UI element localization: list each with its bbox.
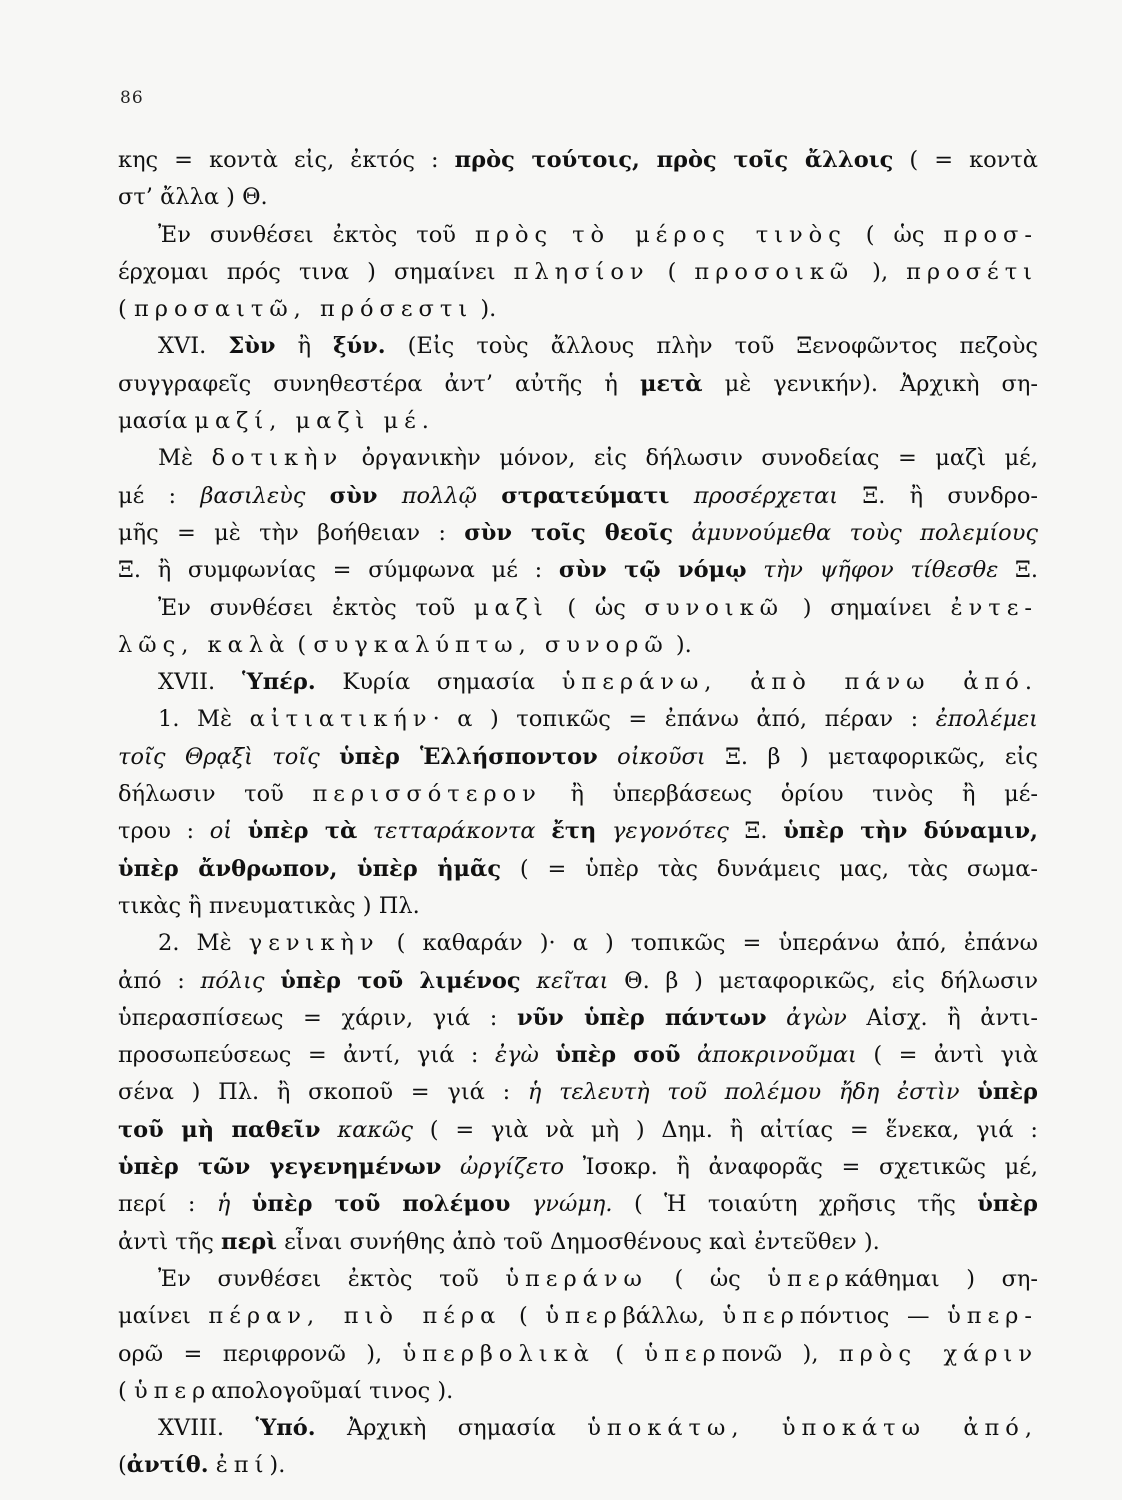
text-run: Ξ. xyxy=(998,557,1038,584)
text-run: Κυρία σημασία xyxy=(315,669,562,696)
bold-term: τοῦ μὴ παθεῖν xyxy=(118,1116,321,1143)
italic-quote: ἀποκρινοῦμαι xyxy=(696,1042,857,1069)
text-run: πονῶ ), xyxy=(721,1340,839,1367)
spaced-term: προσοικῶ xyxy=(694,258,855,285)
text-run: Ξ. xyxy=(728,818,784,845)
text-run: XVI. xyxy=(158,333,229,360)
text-run: ὑπερασπίσεως = χάριν, γιά : xyxy=(118,1004,517,1031)
text-run: ( xyxy=(649,258,695,285)
bold-term: στρατεύματι xyxy=(501,482,670,509)
italic-quote: πόλις xyxy=(200,967,265,994)
spaced-term: μαζί, μαζὶ μέ. xyxy=(194,408,435,435)
text-run: ( xyxy=(118,1377,134,1404)
spaced-term: τὸ μέρος τινὸς xyxy=(572,221,847,248)
italic-quote: προσέρχεται xyxy=(693,482,839,509)
text-run: ( xyxy=(594,1340,645,1367)
text-run xyxy=(320,744,339,770)
text-line xyxy=(118,776,1038,813)
text-line xyxy=(118,179,1038,216)
text-run xyxy=(230,1191,251,1217)
text-run: μασία xyxy=(118,408,195,435)
text-run: ( = ἀντὶ γιὰ xyxy=(856,1042,1038,1069)
bold-term: ὑπὲρ σοῦ xyxy=(555,1042,681,1069)
text-run: Ἰσοκρ. ἢ ἀναφορᾶς = σχετικῶς μέ, xyxy=(564,1154,1038,1181)
text-run: Μὲ xyxy=(158,445,212,472)
text-line xyxy=(118,478,1038,515)
text-run: ). xyxy=(668,631,692,658)
text-run xyxy=(539,1042,556,1068)
text-run: περί : xyxy=(118,1191,217,1218)
text-run: Ἐν συνθέσει ἐκτὸς τοῦ xyxy=(158,221,475,248)
text-run xyxy=(747,557,764,583)
bold-term: περὶ xyxy=(220,1228,277,1255)
text-run xyxy=(510,1191,531,1217)
text-run: ( = ὑπὲρ τὰς δυνάμεις μας, τὰς σωμα- xyxy=(501,855,1038,882)
text-run: μῆς = μὲ τὴν βοήθειαν : xyxy=(118,519,465,546)
text-run xyxy=(680,1042,697,1068)
spaced-term: ὑπεράνω, ἀπὸ πάνω ἀπό. xyxy=(561,669,1038,696)
text-line xyxy=(118,888,1038,925)
bold-term: Ὑπό. xyxy=(255,1415,316,1442)
text-run: ( ὡς xyxy=(846,221,944,248)
text-run: ). xyxy=(473,296,497,323)
text-line xyxy=(118,851,1038,888)
italic-quote: ἀμυνούμεθα τοὺς πολεμίους xyxy=(691,519,1038,546)
text-line xyxy=(118,925,1038,962)
bold-term: πρὸς τούτοις, πρὸς τοῖς ἄλλοις xyxy=(454,147,894,173)
italic-quote: οἰκοῦσι xyxy=(617,743,706,770)
text-line xyxy=(118,1447,1038,1484)
bold-term: ὑπὲρ Ἑλλήσποντον xyxy=(339,743,598,770)
text-run xyxy=(321,1117,338,1143)
text-line xyxy=(118,217,1038,254)
text-run: (Εἰς τοὺς ἄλλους πλὴν τοῦ Ξενοφῶντος πεζοὺς xyxy=(385,333,1038,360)
bold-term: ἔτη xyxy=(551,818,597,845)
bold-term: ξύν. xyxy=(333,333,386,360)
body-text xyxy=(118,142,1038,1485)
italic-quote: ἐπολέμει xyxy=(935,706,1038,733)
text-run: XVIII. xyxy=(158,1415,256,1442)
text-run: ( Ἡ τοιαύτη χρῆσις τῆς xyxy=(612,1191,978,1218)
text-run: ), xyxy=(854,258,907,285)
text-run xyxy=(357,818,373,844)
text-run: εἶναι συνήθης ἀπὸ τοῦ Δημοσθένους καὶ ἐντεῦθεν ). xyxy=(276,1228,880,1255)
text-run: ( ὡς xyxy=(548,594,645,621)
text-run xyxy=(305,483,329,509)
text-run: XVII. xyxy=(158,669,242,696)
text-line xyxy=(118,1373,1038,1410)
text-line xyxy=(118,366,1038,403)
text-run: δήλωσιν τοῦ xyxy=(118,781,313,808)
text-run: ( ὡς xyxy=(647,1265,768,1292)
text-run: Αἰσχ. ἢ ἀντι- xyxy=(846,1004,1038,1031)
page-number: 86 xyxy=(120,88,144,108)
spaced-term: συνοικῶ xyxy=(644,594,785,621)
text-line xyxy=(118,142,1038,179)
text-line xyxy=(118,1410,1038,1447)
text-run: έρχομαι πρός τινα ) σημαίνει xyxy=(118,258,514,285)
text-run: Θ. β ) μεταφορικῶς, εἰς δήλωσιν xyxy=(608,967,1038,994)
bold-term: νῦν ὑπὲρ πάντων xyxy=(516,1004,767,1031)
spaced-term: πρὸς xyxy=(474,221,554,248)
text-run: ἢ xyxy=(275,333,334,360)
text-line xyxy=(118,515,1038,552)
text-run xyxy=(960,1079,978,1105)
text-run: Ἐν συνθέσει ἐκτὸς τοῦ xyxy=(158,1265,506,1292)
text-line xyxy=(118,739,1038,776)
text-run: μαίνει xyxy=(118,1303,209,1330)
bold-term: ὑπὲρ τοῦ πολέμου xyxy=(251,1191,511,1218)
text-run xyxy=(598,744,617,770)
text-run: ἀντὶ τῆς xyxy=(118,1228,221,1255)
text-run: ὀργανικὴν μόνον, εἰς δήλωσιν συνοδείας = μαζὶ μέ, xyxy=(343,445,1038,472)
spaced-term: ὑποκάτω, ὑποκάτω ἀπό, xyxy=(587,1415,1038,1442)
text-run: μὲ γενικήν). Ἀρχικὴ ση- xyxy=(702,370,1038,397)
text-run: Ξ. β ) μεταφορικῶς, εἰς xyxy=(705,743,1038,770)
text-line xyxy=(118,440,1038,477)
bold-term: ὑπὲρ τὰ xyxy=(247,818,358,845)
text-run xyxy=(596,818,612,844)
italic-quote: ἀγὼν xyxy=(786,1004,847,1031)
spaced-term: ὑπερβολικὰ xyxy=(402,1340,595,1367)
text-line xyxy=(118,627,1038,664)
italic-quote: οἱ xyxy=(209,818,233,845)
spaced-term: ὑπεράνω xyxy=(505,1265,648,1292)
text-run: 1. Μὲ xyxy=(158,706,250,733)
text-run: κάθημαι ) ση- xyxy=(844,1265,1038,1292)
text-line xyxy=(118,1261,1038,1298)
italic-quote: βασιλεὺς xyxy=(200,482,306,509)
italic-quote: κακῶς xyxy=(337,1116,413,1143)
text-run: μέ : xyxy=(118,482,201,509)
text-run: ( = γιὰ νὰ μὴ ) Δημ. ἢ αἰτίας = ἕνεκα, γιά : xyxy=(412,1116,1038,1143)
bold-term: ὑπὲρ τῶν γεγενημένων xyxy=(118,1154,442,1181)
spaced-term: πρὸς χάριν xyxy=(838,1340,1038,1367)
text-run: Ἀρχικὴ σημασία xyxy=(315,1415,588,1442)
spaced-term: μαζὶ xyxy=(473,594,549,621)
text-run: ( καθαράν )· α ) τοπικῶς = ὑπεράνω ἀπό, ἐπάνω xyxy=(379,930,1038,957)
spaced-term: ὑπερ xyxy=(133,1377,212,1404)
text-run: ). xyxy=(269,1452,286,1479)
text-run: ( xyxy=(501,1303,546,1330)
text-line xyxy=(118,403,1038,440)
text-run xyxy=(441,1154,460,1180)
text-run xyxy=(232,818,248,844)
spaced-term: γενικὴν xyxy=(248,930,380,957)
text-run: ορῶ = περιφρονῶ ), xyxy=(118,1340,403,1367)
text-run xyxy=(673,520,691,546)
text-run: · α ) τοπικῶς = ἐπάνω ἀπό, πέραν : xyxy=(432,706,936,733)
text-run: 2. Μὲ xyxy=(158,930,249,957)
text-line xyxy=(118,291,1038,328)
text-run xyxy=(377,483,401,509)
italic-quote: ἡ τελευτὴ τοῦ πολέμου ἤδη ἐστὶν xyxy=(527,1079,960,1106)
text-line xyxy=(118,552,1038,589)
text-line xyxy=(118,1336,1038,1373)
text-run: ( xyxy=(290,631,314,658)
text-run: τικὰς ἢ πνευματικὰς ) Πλ. xyxy=(118,892,420,919)
spaced-term: ὑπερ- xyxy=(947,1303,1038,1330)
text-run: ἀπό : xyxy=(118,967,201,994)
spaced-term: ἐντε- xyxy=(950,594,1038,621)
text-run: ) σημαίνει xyxy=(784,594,951,621)
text-run: ( xyxy=(118,1452,127,1479)
text-line xyxy=(118,813,1038,850)
text-line xyxy=(118,1298,1038,1335)
text-run: ( xyxy=(118,296,134,323)
text-run: συγγραφεῖς συνηθεστέρα ἀντ’ αὐτῆς ἡ xyxy=(118,370,640,397)
italic-quote: γνώμη. xyxy=(531,1191,613,1218)
text-run: προσωπεύσεως = ἀντί, γιά : xyxy=(118,1042,495,1069)
text-run: Ξ. ἢ συμφωνίας = σύμφωνα μέ : xyxy=(118,557,559,584)
bold-term: ὑπὲρ ἄνθρωπον, ὑπὲρ ἡμᾶς xyxy=(118,855,502,882)
text-run xyxy=(265,968,281,994)
spaced-term: ὑπερ xyxy=(545,1303,623,1330)
spaced-term: περισσότερον xyxy=(312,781,542,808)
text-line xyxy=(118,1112,1038,1149)
bold-term: μετὰ xyxy=(639,370,703,397)
spaced-term: ὑπερ xyxy=(722,1303,800,1330)
bold-term: Σὺν xyxy=(228,333,276,360)
text-run: απολογοῦμαί τινος ). xyxy=(211,1377,454,1404)
spaced-term: δοτικὴν xyxy=(211,445,344,472)
text-line xyxy=(118,1224,1038,1261)
spaced-term: αἰτιατικήν xyxy=(249,706,433,733)
spaced-term: προσέτι xyxy=(906,258,1038,285)
italic-quote: ὠργίζετο xyxy=(459,1154,565,1181)
text-line xyxy=(118,701,1038,738)
spaced-term: ὑπερ xyxy=(644,1340,722,1367)
italic-quote: ἡ xyxy=(216,1191,231,1218)
spaced-term: συγκαλύπτω, συνορῶ xyxy=(313,631,669,658)
text-run xyxy=(767,1005,787,1031)
text-run: στ’ ἄλλα ) Θ. xyxy=(118,184,268,211)
text-run: ( = κοντὰ xyxy=(893,147,1038,173)
text-run: πόντιος — xyxy=(799,1303,948,1330)
text-line xyxy=(118,254,1038,291)
italic-quote: τοῖς Θρᾳξὶ τοῖς xyxy=(118,743,320,770)
text-line xyxy=(118,1000,1038,1037)
text-run: βάλλω, xyxy=(622,1303,723,1330)
spaced-term: προσ- xyxy=(943,221,1038,248)
spaced-term: πέραν, πιὸ πέρα xyxy=(208,1303,502,1330)
text-line xyxy=(118,963,1038,1000)
text-run xyxy=(553,222,572,248)
text-run xyxy=(477,483,501,509)
bold-term: ὑπὲρ xyxy=(977,1079,1038,1106)
text-line xyxy=(118,664,1038,701)
spaced-term: ἐπί xyxy=(215,1452,270,1479)
bold-term: σὺν xyxy=(329,482,378,509)
bold-term: ὑπὲρ τὴν δύναμιν, xyxy=(783,818,1038,845)
italic-quote: κεῖται xyxy=(536,967,609,994)
italic-quote: τὴν ψῆφον τίθεσθε xyxy=(763,557,999,584)
bold-term: ὑπὲρ xyxy=(977,1191,1038,1218)
italic-quote: γεγονότες xyxy=(612,818,729,845)
text-line xyxy=(118,328,1038,365)
bold-term: ἀντίθ. xyxy=(126,1452,209,1479)
text-run xyxy=(209,1452,216,1478)
text-run: κης = κοντὰ εἰς, ἐκτός : xyxy=(118,147,455,173)
text-line xyxy=(118,590,1038,627)
spaced-term: ὑπερ xyxy=(767,1265,845,1292)
text-line xyxy=(118,1149,1038,1186)
text-run: Ἐν συνθέσει ἐκτὸς τοῦ xyxy=(158,594,474,621)
text-line xyxy=(118,1037,1038,1074)
text-run: ἢ ὑπερβάσεως ὁρίου τινὸς ἢ μέ- xyxy=(541,781,1038,808)
bold-term: σὺν τοῖς θεοῖς xyxy=(464,519,674,546)
italic-quote: ἐγὼ xyxy=(494,1042,539,1069)
text-run xyxy=(521,968,537,994)
text-line xyxy=(118,1186,1038,1223)
text-line xyxy=(118,1074,1038,1111)
bold-term: σὺν τῷ νόμῳ xyxy=(558,557,747,584)
text-run: Ξ. ἢ συνδρο- xyxy=(838,482,1038,509)
italic-quote: τετταράκοντα xyxy=(372,818,536,845)
spaced-term: λῶς, καλὰ xyxy=(118,631,291,658)
text-run: τρου : xyxy=(118,818,210,845)
bold-term: ὑπὲρ τοῦ λιμένος xyxy=(280,967,521,994)
text-run xyxy=(669,483,693,509)
text-run: σένα ) Πλ. ἢ σκοποῦ = γιά : xyxy=(118,1079,528,1106)
italic-quote: πολλῷ xyxy=(401,482,477,509)
text-run xyxy=(536,818,552,844)
spaced-term: πλησίον xyxy=(513,258,650,285)
spaced-term: προσαιτῶ, πρόσεστι xyxy=(133,296,474,323)
bold-term: Ὑπέρ. xyxy=(241,669,316,696)
